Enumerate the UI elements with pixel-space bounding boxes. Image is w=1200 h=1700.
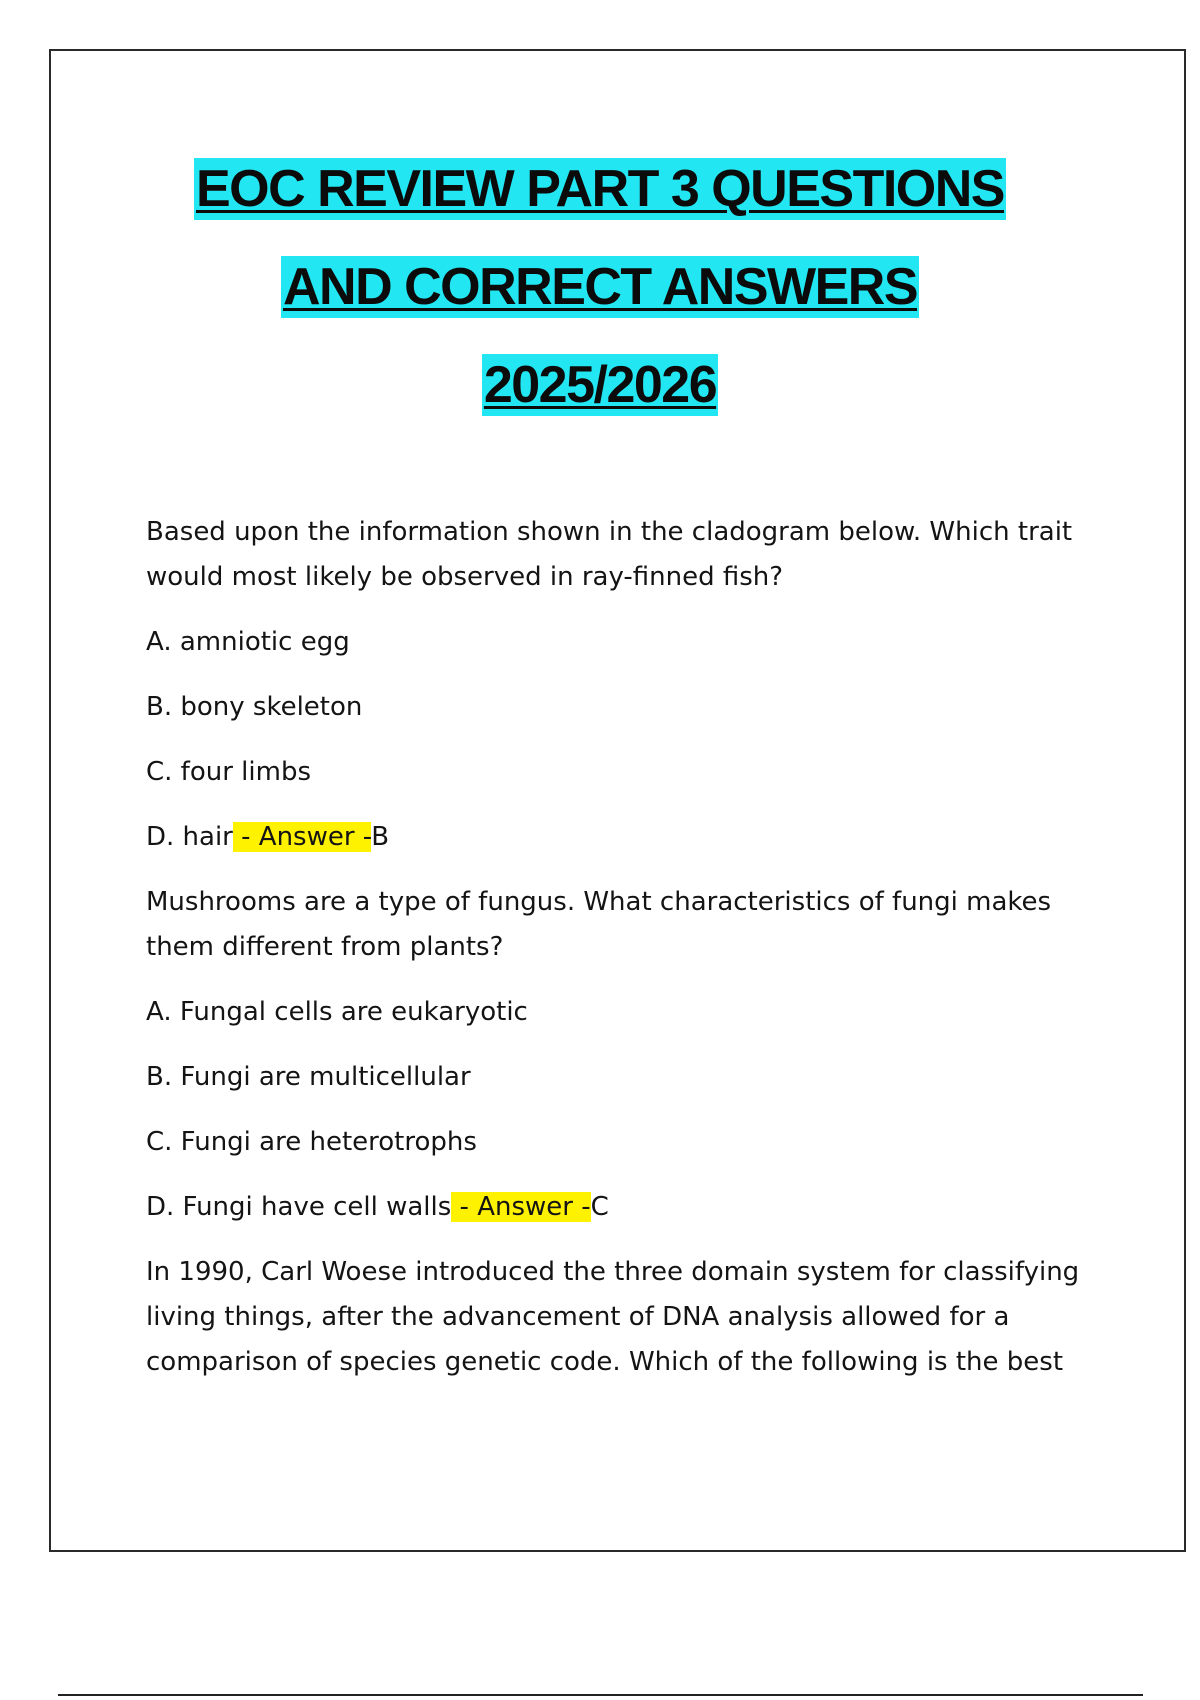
question-text: Mushrooms are a type of fungus. What characteristics of fungi makes them different from plants?: [146, 887, 1052, 962]
answer-value: C: [590, 1192, 609, 1222]
answer-label: - Answer -: [451, 1192, 591, 1222]
document-title: [0, 140, 1200, 434]
question-block-1: [146, 510, 1106, 860]
option-a: A. Fungal cells are eukaryotic: [146, 997, 528, 1027]
option-d: D. hair: [146, 822, 233, 852]
question-text: In 1990, Carl Woese introduced the three domain system for classifying living things, after the advancement of DNA analysis allowed for a comparison of species genetic code. Which of the following is the best: [146, 1257, 1080, 1377]
option-d-with-answer: [146, 815, 1106, 860]
option-b: B. bony skeleton: [146, 692, 363, 722]
question-list: [146, 510, 1106, 1405]
option-d-with-answer: [146, 1185, 1106, 1230]
question-block-2: [146, 880, 1106, 1230]
option-a: A. amniotic egg: [146, 627, 350, 657]
title-line-3: 2025/2026: [483, 356, 717, 414]
title-line-1: EOC REVIEW PART 3 QUESTIONS: [196, 160, 1004, 218]
question-text: Based upon the information shown in the cladogram below. Which trait would most likely be observed in ray-finned fish?: [146, 517, 1073, 592]
option-c: C. four limbs: [146, 757, 312, 787]
question-block-3: [146, 1250, 1106, 1385]
footer-divider: [58, 1694, 1143, 1696]
title-line-2: AND CORRECT ANSWERS: [282, 258, 918, 316]
option-d: D. Fungi have cell walls: [146, 1192, 452, 1222]
answer-label: - Answer -: [232, 822, 372, 852]
option-c: C. Fungi are heterotrophs: [146, 1127, 477, 1157]
option-b: B. Fungi are multicellular: [146, 1062, 471, 1092]
answer-value: B: [371, 822, 390, 852]
